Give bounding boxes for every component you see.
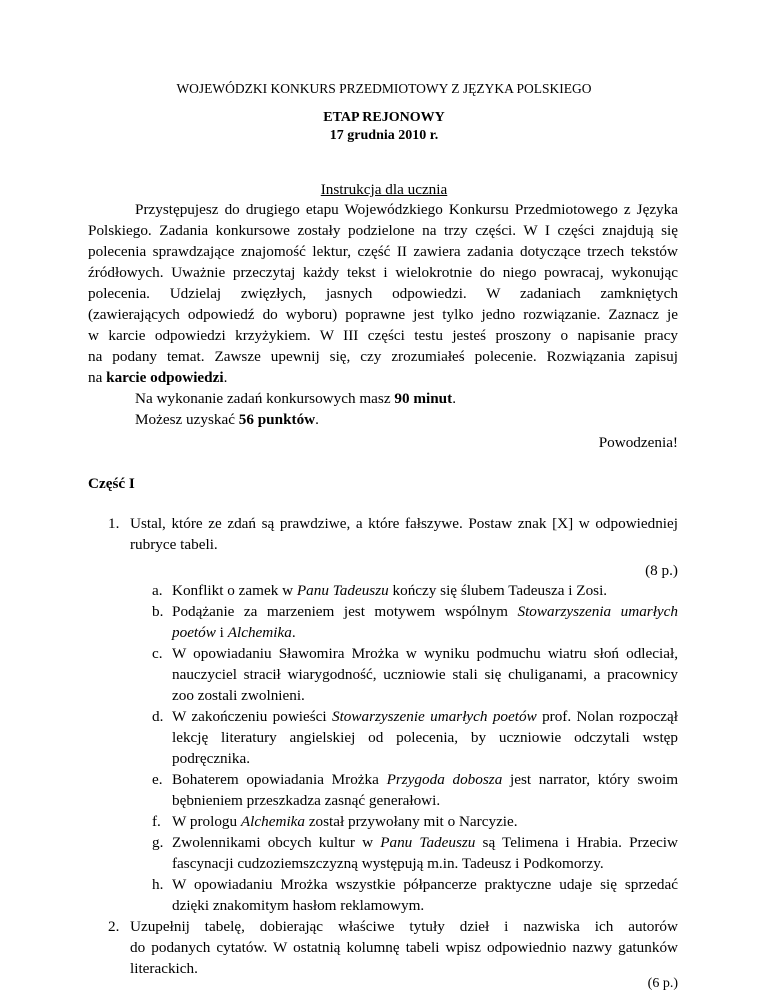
statement-h: W opowiadaniu Mrożka wszystkie półpancerze praktyczne udaje się sprzedać <box>172 876 678 893</box>
good-luck: Powodzenia! <box>598 434 678 451</box>
task-text: literackich. <box>130 960 198 977</box>
stage-label: ETAP REJONOWY <box>323 110 445 125</box>
task-number: 1. <box>108 515 120 532</box>
instructions-line: w karcie odpowiedzi krzyżykiem. W III części testu jesteś proszony o napisanie pracy <box>88 327 678 344</box>
instructions-line: Polskiego. Zadania konkursowe zostały podzielone na trzy części. W I części znajdują się <box>88 222 678 239</box>
statement-d: lekcję literatury angielskiej od polecenia, by uczniowie odczytali wstęp <box>172 729 678 746</box>
task-number: 2. <box>108 918 120 935</box>
statement-g: Zwolennikami obcych kultur w Panu Tadeuszu są Telimena i Hrabia. Przeciw <box>172 834 678 851</box>
item-label: h. <box>152 876 164 893</box>
statement-b: Podążanie za marzeniem jest motywem wspólnym Stowarzyszenia umarłych <box>172 603 678 620</box>
instructions-heading: Instrukcja dla ucznia <box>320 181 448 198</box>
max-points: Możesz uzyskać 56 punktów. <box>135 411 319 428</box>
statement-b: poetów i Alchemika. <box>172 624 296 641</box>
instructions-line: na podany temat. Zawsze upewnij się, czy zrozumiałeś polecenie. Rozwiązania zapisuj <box>88 348 678 365</box>
instructions-line: na karcie odpowiedzi. <box>88 369 228 386</box>
item-label: f. <box>152 813 161 830</box>
instructions-line: polecenia. Udzielaj zwięzłych, jasnych odpowiedzi. W zadaniach zamkniętych <box>88 285 678 302</box>
contest-title: WOJEWÓDZKI KONKURS PRZEDMIOTOWY Z JĘZYKA POLSKIEGO <box>176 81 592 96</box>
statement-g: fascynacji cudzoziemszczyzną występują m.in. Tadeusz i Podkomorzy. <box>172 855 604 872</box>
item-label: b. <box>152 603 164 620</box>
statement-c: W opowiadaniu Sławomira Mrożka w wyniku podmuchu wiatru słoń odleciał, <box>172 645 678 662</box>
statement-e: Bohaterem opowiadania Mrożka Przygoda dobosza jest narrator, który swoim <box>172 771 679 788</box>
instructions-line: (zawierających odpowiedź do wyboru) poprawne jest tylko jedno rozwiązanie. Zaznacz je <box>88 306 678 323</box>
item-label: d. <box>152 708 164 725</box>
task-text: Ustal, które ze zdań są prawdziwe, a które fałszywe. Postaw znak [X] w odpowiedniej <box>130 515 678 532</box>
statement-e: bębnieniem przeszkadza zasnąć generałowi. <box>172 792 441 809</box>
statement-h: dzięki znakomitym hasłom reklamowym. <box>172 897 425 914</box>
statement-d: W zakończeniu powieści Stowarzyszenie umarłych poetów prof. Nolan rozpoczął <box>172 708 678 725</box>
statement-c: zoo zostali zwolnieni. <box>172 687 305 704</box>
task-text: Uzupełnij tabelę, dobierając właściwe tytuły dzieł i nazwiska ich autorów <box>130 918 678 935</box>
task-points: (8 p.) <box>645 562 678 579</box>
statement-c: nauczyciel stracił wiarygodność, uczniowie stali się chuliganami, a pracownicy <box>172 666 678 683</box>
instructions-line: Przystępujesz do drugiego etapu Wojewódzkiego Konkursu Przedmiotowego z Języka <box>135 201 678 218</box>
statement-d: podręcznika. <box>172 750 251 767</box>
statement-a: Konflikt o zamek w Panu Tadeuszu kończy się ślubem Tadeusza i Zosi. <box>172 582 608 599</box>
contest-date: 17 grudnia 2010 r. <box>329 128 439 143</box>
item-label: c. <box>152 645 163 662</box>
item-label: e. <box>152 771 163 788</box>
time-limit: Na wykonanie zadań konkursowych masz 90 minut. <box>135 390 456 407</box>
item-label: a. <box>152 582 163 599</box>
task-text: do podanych cytatów. W ostatnią kolumnę tabeli wpisz odpowiednio nazwy gatunków <box>130 939 678 956</box>
task-text: rubryce tabeli. <box>130 536 218 553</box>
task-points: (6 p.) <box>647 976 678 991</box>
instructions-line: polecenia sprawdzające znajomość lektur, część II zawiera zadania dotyczące trzech tekstów <box>88 243 678 260</box>
item-label: g. <box>152 834 164 851</box>
instructions-line: źródłowych. Uważnie przeczytaj każdy tekst i wielokrotnie do niego powracaj, wykonując <box>88 264 678 281</box>
part-heading: Część I <box>88 475 135 492</box>
statement-f: W prologu Alchemika został przywołany mit o Narcyzie. <box>172 813 518 830</box>
